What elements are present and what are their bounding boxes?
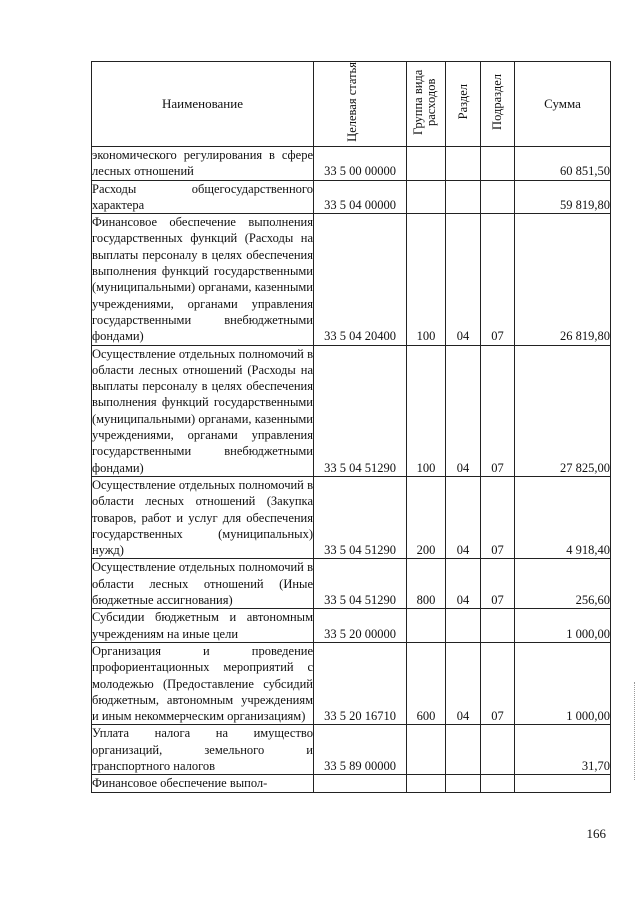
- row-name: экономического регулирования в сфере лесных отношений: [92, 148, 313, 179]
- header-section: Раздел: [446, 62, 481, 147]
- row-subsection: [481, 725, 515, 775]
- row-code: 33 5 20 00000: [314, 609, 407, 643]
- row-section: [446, 147, 481, 181]
- row-sum: 1 000,00: [515, 642, 611, 724]
- row-section: 04: [446, 642, 481, 724]
- row-group: [407, 180, 446, 214]
- row-subsection: 07: [481, 214, 515, 345]
- row-section: [446, 609, 481, 643]
- row-subsection: 07: [481, 559, 515, 609]
- row-group: 600: [407, 642, 446, 724]
- row-subsection: [481, 609, 515, 643]
- row-sum: 256,60: [515, 559, 611, 609]
- row-name: Организация и проведение профориентационных мероприятий с молодежью (Предоставление субсидий бюджетным, автономным учреждениям и иным некоммерческим организациям): [92, 643, 313, 724]
- row-subsection: [481, 147, 515, 181]
- row-sum: 60 851,50: [515, 147, 611, 181]
- row-name: Финансовое обеспечение выпол-: [92, 775, 314, 792]
- row-group: [407, 725, 446, 775]
- row-code: 33 5 04 20400: [314, 214, 407, 345]
- header-row: [92, 62, 611, 147]
- row-group: [407, 775, 446, 792]
- table-row: [92, 214, 611, 345]
- row-sum: [515, 775, 611, 792]
- row-name: Расходы общегосударственного характера: [92, 181, 313, 212]
- row-section: [446, 775, 481, 792]
- row-code: 33 5 04 51290: [314, 559, 407, 609]
- row-sum: 1 000,00: [515, 609, 611, 643]
- row-group: [407, 147, 446, 181]
- row-subsection: [481, 775, 515, 792]
- row-sum: 4 918,40: [515, 476, 611, 558]
- header-sum: Сумма: [515, 62, 611, 147]
- table-row: [92, 180, 611, 214]
- header-name: Наименование: [92, 62, 314, 147]
- row-group: [407, 609, 446, 643]
- row-section: 04: [446, 559, 481, 609]
- row-code: 33 5 89 00000: [314, 725, 407, 775]
- row-code: 33 5 04 51290: [314, 476, 407, 558]
- header-code: Целевая статья: [314, 62, 407, 147]
- budget-table: [91, 61, 611, 793]
- table-row: [92, 147, 611, 181]
- row-sum: 27 825,00: [515, 345, 611, 476]
- row-name: Субсидии бюджетным и автономным учреждениям на иные цели: [92, 610, 313, 641]
- row-section: 04: [446, 345, 481, 476]
- table-row: [92, 559, 611, 609]
- row-code: 33 5 00 00000: [314, 147, 407, 181]
- row-sum: 31,70: [515, 725, 611, 775]
- header-group: Группа вида расходов: [407, 62, 446, 147]
- row-sum: 59 819,80: [515, 180, 611, 214]
- row-subsection: 07: [481, 642, 515, 724]
- table-row: [92, 609, 611, 643]
- row-section: [446, 180, 481, 214]
- table-row: [92, 476, 611, 558]
- row-subsection: 07: [481, 345, 515, 476]
- row-section: 04: [446, 476, 481, 558]
- row-group: 200: [407, 476, 446, 558]
- row-group: 100: [407, 214, 446, 345]
- table-row: [92, 775, 611, 792]
- header-subsection: Подраздел: [481, 62, 515, 147]
- row-code: 33 5 04 00000: [314, 180, 407, 214]
- row-code: [314, 775, 407, 792]
- row-code: 33 5 20 16710: [314, 642, 407, 724]
- scan-edge-mark: [634, 682, 636, 780]
- row-name: Осуществление отдельных полномочий в области лесных отношений (Расходы на выплаты персоналу в целях обеспечения выполнения функций государственными (муниципальными) органами, казенными учреждениями, органами управления государственными внебюджетными фондами): [92, 346, 313, 475]
- row-name: Уплата налога на имущество организаций, земельного и транспортного налогов: [92, 726, 313, 773]
- row-subsection: [481, 180, 515, 214]
- row-subsection: 07: [481, 476, 515, 558]
- row-name: Осуществление отдельных полномочий в области лесных отношений (Закупка товаров, работ и услуг для обеспечения государственных (муниципальных) нужд): [92, 477, 313, 558]
- table-row: [92, 642, 611, 724]
- row-name: Осуществление отдельных полномочий в области лесных отношений (Иные бюджетные ассигнования): [92, 560, 313, 608]
- table-row: [92, 725, 611, 775]
- row-name: Финансовое обеспечение выполнения государственных функций (Расходы на выплаты персоналу в целях обеспечения выполнения функций государственными (муниципальными) органами, казенными учреждениями, органами управления государственными внебюджетными фондами): [92, 215, 313, 344]
- page-number: 166: [586, 826, 606, 841]
- row-group: 800: [407, 559, 446, 609]
- row-code: 33 5 04 51290: [314, 345, 407, 476]
- row-section: [446, 725, 481, 775]
- row-section: 04: [446, 214, 481, 345]
- table-row: [92, 345, 611, 476]
- row-sum: 26 819,80: [515, 214, 611, 345]
- row-group: 100: [407, 345, 446, 476]
